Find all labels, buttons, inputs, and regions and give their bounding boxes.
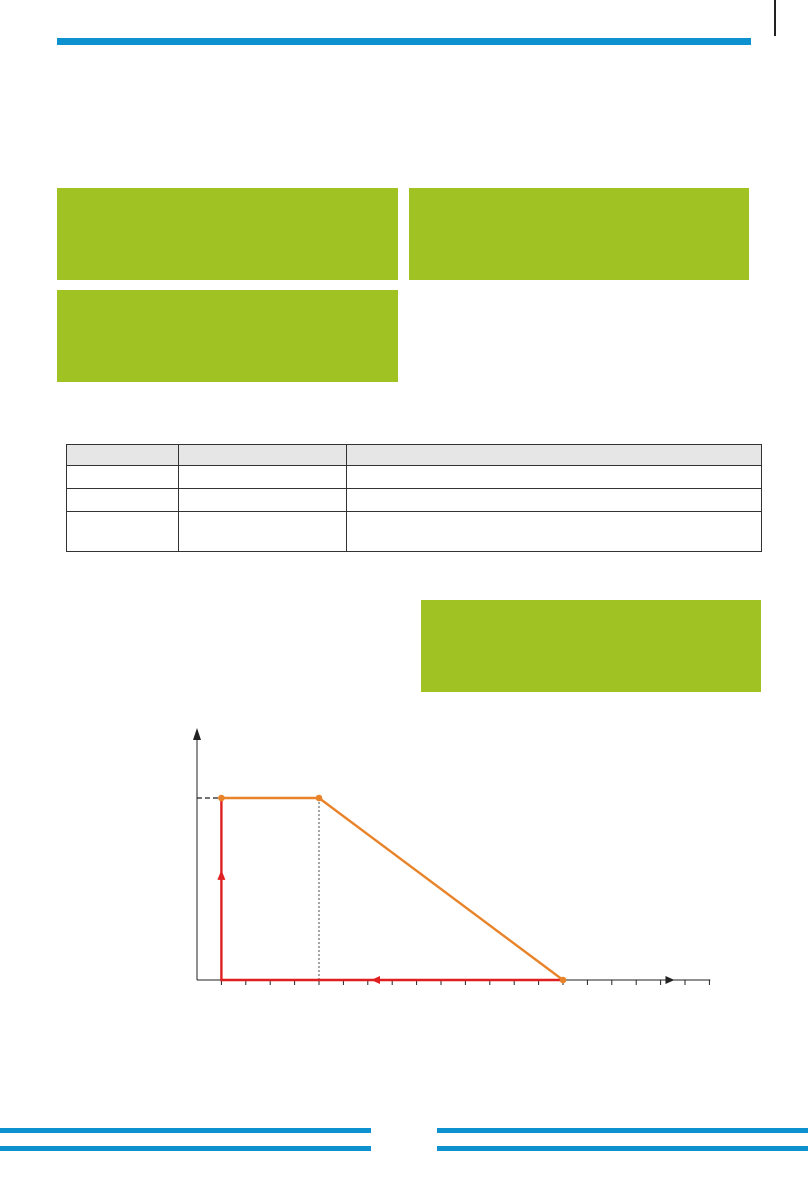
footer-line-left-bottom [0, 1146, 371, 1151]
footer-line-left-top [0, 1128, 371, 1133]
x-axis-arrow [665, 976, 674, 984]
data-point [218, 795, 225, 802]
data-point [316, 795, 323, 802]
data-point [560, 977, 567, 984]
footer-line-right-bottom [437, 1146, 808, 1151]
y-axis-arrow [193, 728, 201, 740]
flow-arrow-left [371, 976, 380, 984]
footer-line-right-top [437, 1128, 808, 1133]
flow-arrow-up [217, 870, 225, 880]
series-line-2 [221, 798, 563, 980]
series-line-1 [221, 798, 563, 980]
